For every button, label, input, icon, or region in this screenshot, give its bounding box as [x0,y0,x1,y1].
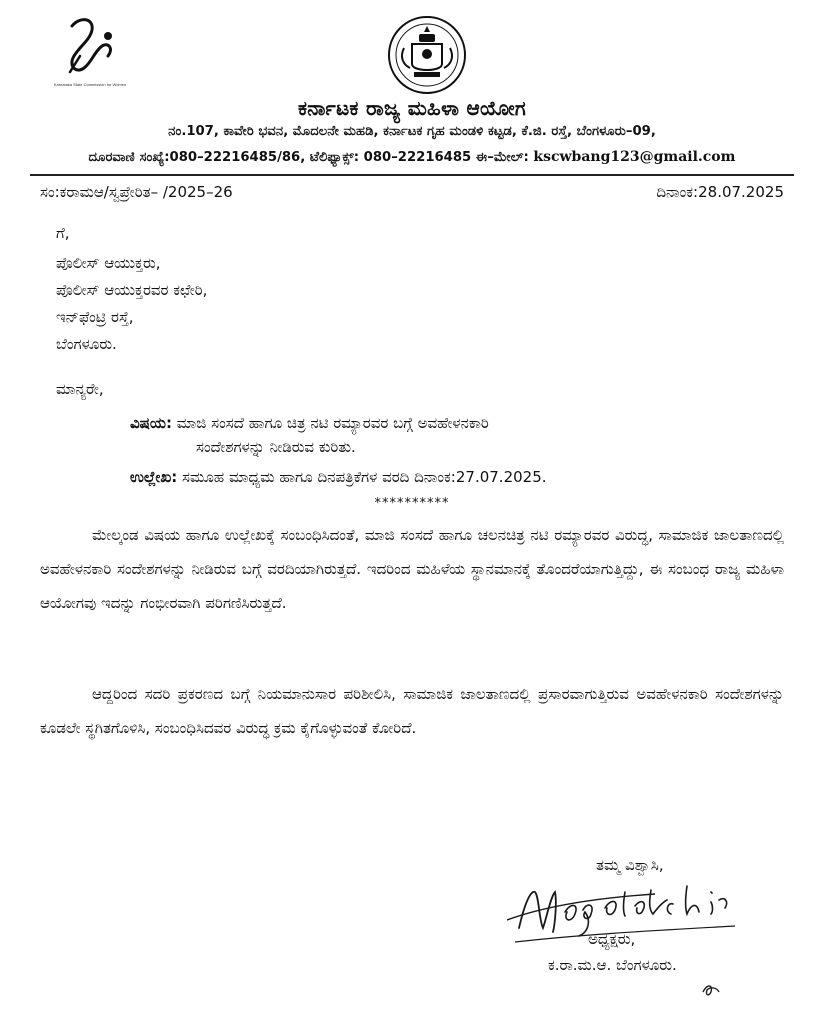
reference-line [130,468,547,486]
reference-text: ಸಮೂಹ ಮಾಧ್ಯಮ ಹಾಗೂ ದಿನಪತ್ರಿಕೆಗಳ ವರದಿ ದಿನಾಂಕ:27.07.2025. [177,468,547,486]
subject-block [130,411,770,459]
signatory-office: ಕ.ರಾ.ಮ.ಆ. ಬೆಂಗಳೂರು. [548,956,677,974]
recipient-line: ಪೊಲೀಸ್ ಆಯುಕ್ತರವರ ಕಛೇರಿ, [56,281,208,299]
letter-date: ದಿನಾಂಕ:28.07.2025 [656,183,784,201]
logo-text: Karnataka State Commission for Women [53,82,127,87]
signature-image [505,872,795,950]
reference-number: ಸಂ:ಕರಾಮಆ/ಸ್ವಪ್ರೇರಿತ– /2025–26 [40,183,233,201]
organization-contact [0,149,824,165]
signatory-designation: ಅಧ್ಯಕ್ಷರು, [588,930,636,948]
contact-email-link[interactable]: kscwbang123@gmail.com [533,149,736,165]
reference-label: ಉಲ್ಲೇಖ: [130,468,178,486]
body-paragraph-2: ಆದ್ದರಿಂದ ಸದರಿ ಪ್ರಕರಣದ ಬಗ್ಗೆ ನಿಯಮಾನುಸಾರ ಪರಿಶೀಲಿಸಿ, ಸಾಮಾಜಿಕ ಜಾಲತಾಣದಲ್ಲಿ ಪ್ರಸಾರವಾಗುತ್ತಿರುವ ಅವಹೇಳನಕಾರಿ ಸಂದೇಶಗಳನ್ನು ಕೂಡಲೇ ಸ್ಥಗಿತಗೊಳಿಸಿ, ಸಂಬಂಧಿಸಿದವರ ವಿರುದ್ಧ ಕ್ರಮ ಕೈಗೊಳ್ಳುವಂತೆ ಕೋರಿದೆ. [40,685,784,737]
closing-phrase: ತಮ್ಮ ವಿಶ್ವಾಸಿ, [596,856,664,874]
separator-stars: ********** [374,496,450,511]
state-emblem-icon [386,14,468,96]
subject-label: ವಿಷಯ: [130,414,172,432]
subject-text-continued: ಸಂದೇಶಗಳನ್ನು ನೀಡಿರುವ ಕುರಿತು. [196,438,356,456]
body-paragraph-1: ಮೇಲ್ಕಂಡ ವಿಷಯ ಹಾಗೂ ಉಲ್ಲೇಖಕ್ಕೆ ಸಂಬಂಧಿಸಿದಂತೆ, ಮಾಜಿ ಸಂಸದೆ ಹಾಗೂ ಚಲನಚಿತ್ರ ನಟಿ ರಮ್ಯಾರವರ ವಿರುದ್ಧ, ಸಾಮಾಜಿಕ ಜಾಲತಾಣದಲ್ಲಿ ಅವಹೇಳನಕಾರಿ ಸಂದೇಶಗಳನ್ನು ನೀಡಿರುವ ಬಗ್ಗೆ ವರದಿಯಾಗಿರುತ್ತದೆ. ಇದರಿಂದ ಮಹಿಳೆಯ ಸ್ಥಾನಮಾನಕ್ಕೆ ತೊಂದರೆಯಾಗುತ್ತಿದ್ದು, ಈ ಸಂಬಂಧ ರಾಜ್ಯ ಮಹಿಳಾ ಆಯೋಗವು ಇದನ್ನು ಗಂಭೀರವಾಗಿ ಪರಿಗಣಿಸಿರುತ್ತದೆ. [40,526,784,612]
salutation: ಮಾನ್ಯರೇ, [56,380,104,398]
recipient-to: ಗೆ, [56,224,70,242]
recipient-line: ಬೆಂಗಳೂರು. [56,335,117,353]
organization-address: ನಂ.107, ಕಾವೇರಿ ಭವನ, ಮೊದಲನೇ ಮಹಡಿ, ಕರ್ನಾಟಕ ಗೃಹ ಮಂಡಳಿ ಕಟ್ಟಡ, ಕೆ.ಜಿ. ರಸ್ತೆ, ಬೆಂಗಳೂರು–09, [168,124,656,139]
subject-text: ಮಾಜಿ ಸಂಸದೆ ಹಾಗೂ ಚಿತ್ರ ನಟಿ ರಮ್ಯಾರವರ ಬಗ್ಗೆ ಅವಹೇಳನಕಾರಿ [171,414,489,432]
commission-logo [50,12,130,100]
recipient-line: ಇನ್‌ಫೆಂಟ್ರಿ ರಸ್ತೆ, [56,308,134,326]
recipient-line: ಪೊಲೀಸ್ ಆಯುಕ್ತರು, [56,254,161,272]
organization-name: ಕರ್ನಾಟಕ ರಾಜ್ಯ ಮಹಿಳಾ ಆಯೋಗ [297,96,527,120]
initial-mark-icon [700,980,724,998]
header-divider [30,174,794,176]
contact-phone: ದೂರವಾಣಿ ಸಂಖ್ಯೆ:080–22216485/86, ಟೆಲಿಫ್ಯಾಕ್ಸ್: 080–22216485 ಈ–ಮೇಲ್: [88,150,534,165]
